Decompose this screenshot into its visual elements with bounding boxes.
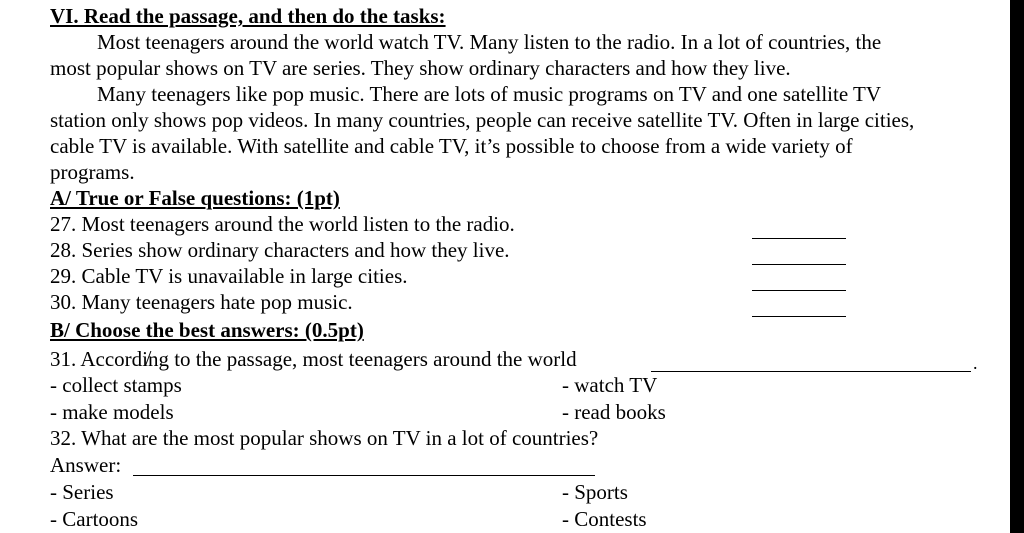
q32-option-d: - Contests [562, 507, 647, 531]
q31-option-a: - collect stamps [50, 373, 182, 397]
question-31: 31. Accordi̸ng to the passage, most teenagers around the world [50, 347, 577, 371]
q32-option-c: - Cartoons [50, 507, 139, 531]
passage-p2-line1: Many teenagers like pop music. There are lots of music programs on TV and one satellite TV [97, 82, 882, 106]
q31-option-d: - read books [562, 400, 666, 424]
passage-p2-line4: programs. [50, 160, 135, 184]
passage-p1-line1: Most teenagers around the world watch TV. Many listen to the radio. In a lot of countries, the [97, 30, 882, 54]
answer-label: Answer: [50, 453, 122, 477]
question-31-end-mark: . [973, 353, 978, 373]
q32-option-a: - Series [50, 480, 114, 504]
answer-blank-31[interactable] [651, 371, 971, 372]
passage-p2-line2: station only shows pop videos. In many countries, people can receive satellite TV. Often in large cities, [50, 108, 915, 132]
q31-option-c: - make models [50, 400, 174, 424]
answer-blank-30[interactable] [752, 316, 846, 317]
part-a-heading: A/ True or False questions: (1pt) [50, 186, 340, 210]
question-29: 29. Cable TV is unavailable in large cities. [50, 264, 408, 288]
passage-p2-line3: cable TV is available. With satellite and cable TV, it’s possible to choose from a wide variety of [50, 134, 853, 158]
question-30: 30. Many teenagers hate pop music. [50, 290, 353, 314]
question-27: 27. Most teenagers around the world listen to the radio. [50, 212, 515, 236]
answer-blank-29[interactable] [752, 290, 846, 291]
q31-option-b: - watch TV [562, 373, 658, 397]
question-28: 28. Series show ordinary characters and how they live. [50, 238, 510, 262]
question-32: 32. What are the most popular shows on TV in a lot of countries? [50, 426, 599, 450]
answer-blank-27[interactable] [752, 238, 846, 239]
part-b-heading: B/ Choose the best answers: (0.5pt) [50, 318, 364, 342]
section-title: VI. Read the passage, and then do the tasks: [50, 4, 446, 28]
q32-option-b: - Sports [562, 480, 628, 504]
answer-blank-28[interactable] [752, 264, 846, 265]
passage-p1-line2: most popular shows on TV are series. They show ordinary characters and how they live. [50, 56, 791, 80]
answer-blank-32[interactable] [133, 475, 595, 476]
